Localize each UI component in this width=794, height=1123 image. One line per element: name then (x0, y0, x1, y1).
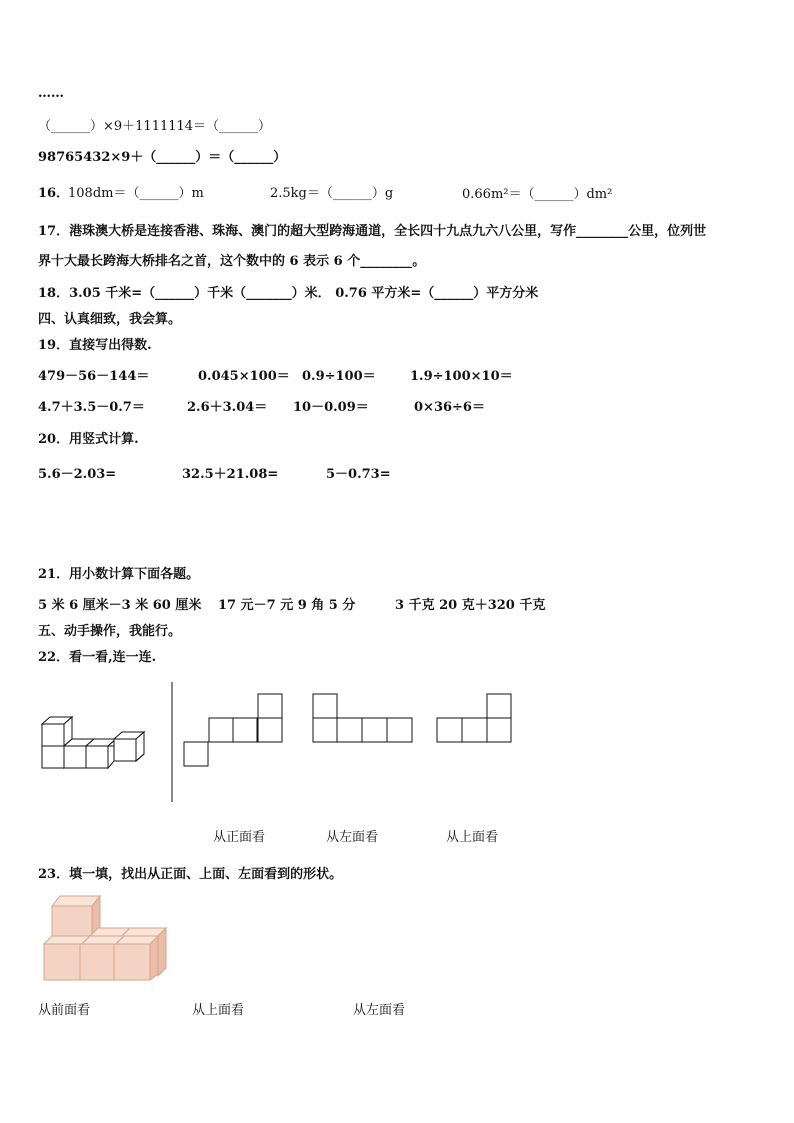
q19-r1-item: 1.9÷100×10＝ (410, 369, 513, 384)
q23-caption: 从上面看 (192, 1003, 245, 1018)
vertical-divider (170, 682, 174, 804)
view-shape-c (436, 693, 516, 747)
q16-item-a: 108dm＝（______）m (68, 186, 204, 201)
q23-caption: 从左面看 (353, 1003, 406, 1018)
q21-title: 21．用小数计算下面各题。 (38, 567, 200, 582)
q22-caption: 从正面看 (213, 830, 266, 845)
q19-r2-item: 4.7＋3.5－0.7＝ (38, 400, 145, 415)
q19-r2-item: 0×36÷6＝ (414, 400, 485, 415)
colored-cube-stack-drawing (42, 892, 172, 984)
q16-item-b: 2.5kg＝（______）g (270, 186, 394, 201)
q19-r1-item: 479－56－144＝ (38, 369, 150, 384)
q20-title: 20．用竖式计算. (38, 432, 139, 447)
q19-r1-item: 0.045×100＝ (198, 369, 290, 384)
ellipsis-text: …… (38, 86, 64, 101)
q21-item: 5 米 6 厘米－3 米 60 厘米 (38, 598, 202, 613)
cube-stack-drawing (40, 714, 160, 774)
section-five-heading: 五、动手操作，我能行。 (38, 624, 182, 639)
q18-text: 18．3.05 千米=（______）千米（_______）米． 0.76 平方米=（______）平方分米 (38, 286, 539, 301)
pattern-line-b: 98765432×9＋（______）＝（______） (38, 150, 287, 165)
q17-line1: 17．港珠澳大桥是连接香港、珠海、澳门的超大型跨海通道，全长四十九点九六八公里，写作________公里，位列世 (38, 224, 707, 239)
q23-title: 23．填一填，找出从正面、上面、左面看到的形状。 (38, 867, 343, 882)
q20-item: 5－0.73= (326, 467, 391, 482)
q19-r1-item: 0.9÷100＝ (302, 369, 376, 384)
q16-item-c: 0.66m²＝（______）dm² (462, 187, 613, 202)
q22-caption: 从上面看 (446, 830, 499, 845)
q22-caption: 从左面看 (326, 830, 379, 845)
q20-item: 32.5＋21.08= (182, 467, 279, 482)
section-four-heading: 四、认真细致，我会算。 (38, 312, 182, 327)
pattern-line-a: （______）×9＋1111114＝（______） (38, 119, 272, 134)
q19-title: 19．直接写出得数. (38, 338, 152, 353)
q21-item: 17 元－7 元 9 角 5 分 (218, 598, 356, 613)
q19-r2-item: 10－0.09＝ (293, 400, 369, 415)
view-shape-a (183, 693, 285, 771)
q22-title: 22．看一看,连一连. (38, 650, 157, 665)
view-shape-b (312, 693, 416, 747)
q17-line2: 界十大最长跨海大桥排名之首，这个数中的 6 表示 6 个________。 (38, 254, 426, 269)
q20-item: 5.6－2.03= (38, 467, 117, 482)
q19-r2-item: 2.6＋3.04＝ (187, 400, 268, 415)
q16-number: 16． (38, 186, 70, 201)
q23-caption: 从前面看 (38, 1003, 91, 1018)
q21-item: 3 千克 20 克＋320 千克 (395, 598, 546, 613)
